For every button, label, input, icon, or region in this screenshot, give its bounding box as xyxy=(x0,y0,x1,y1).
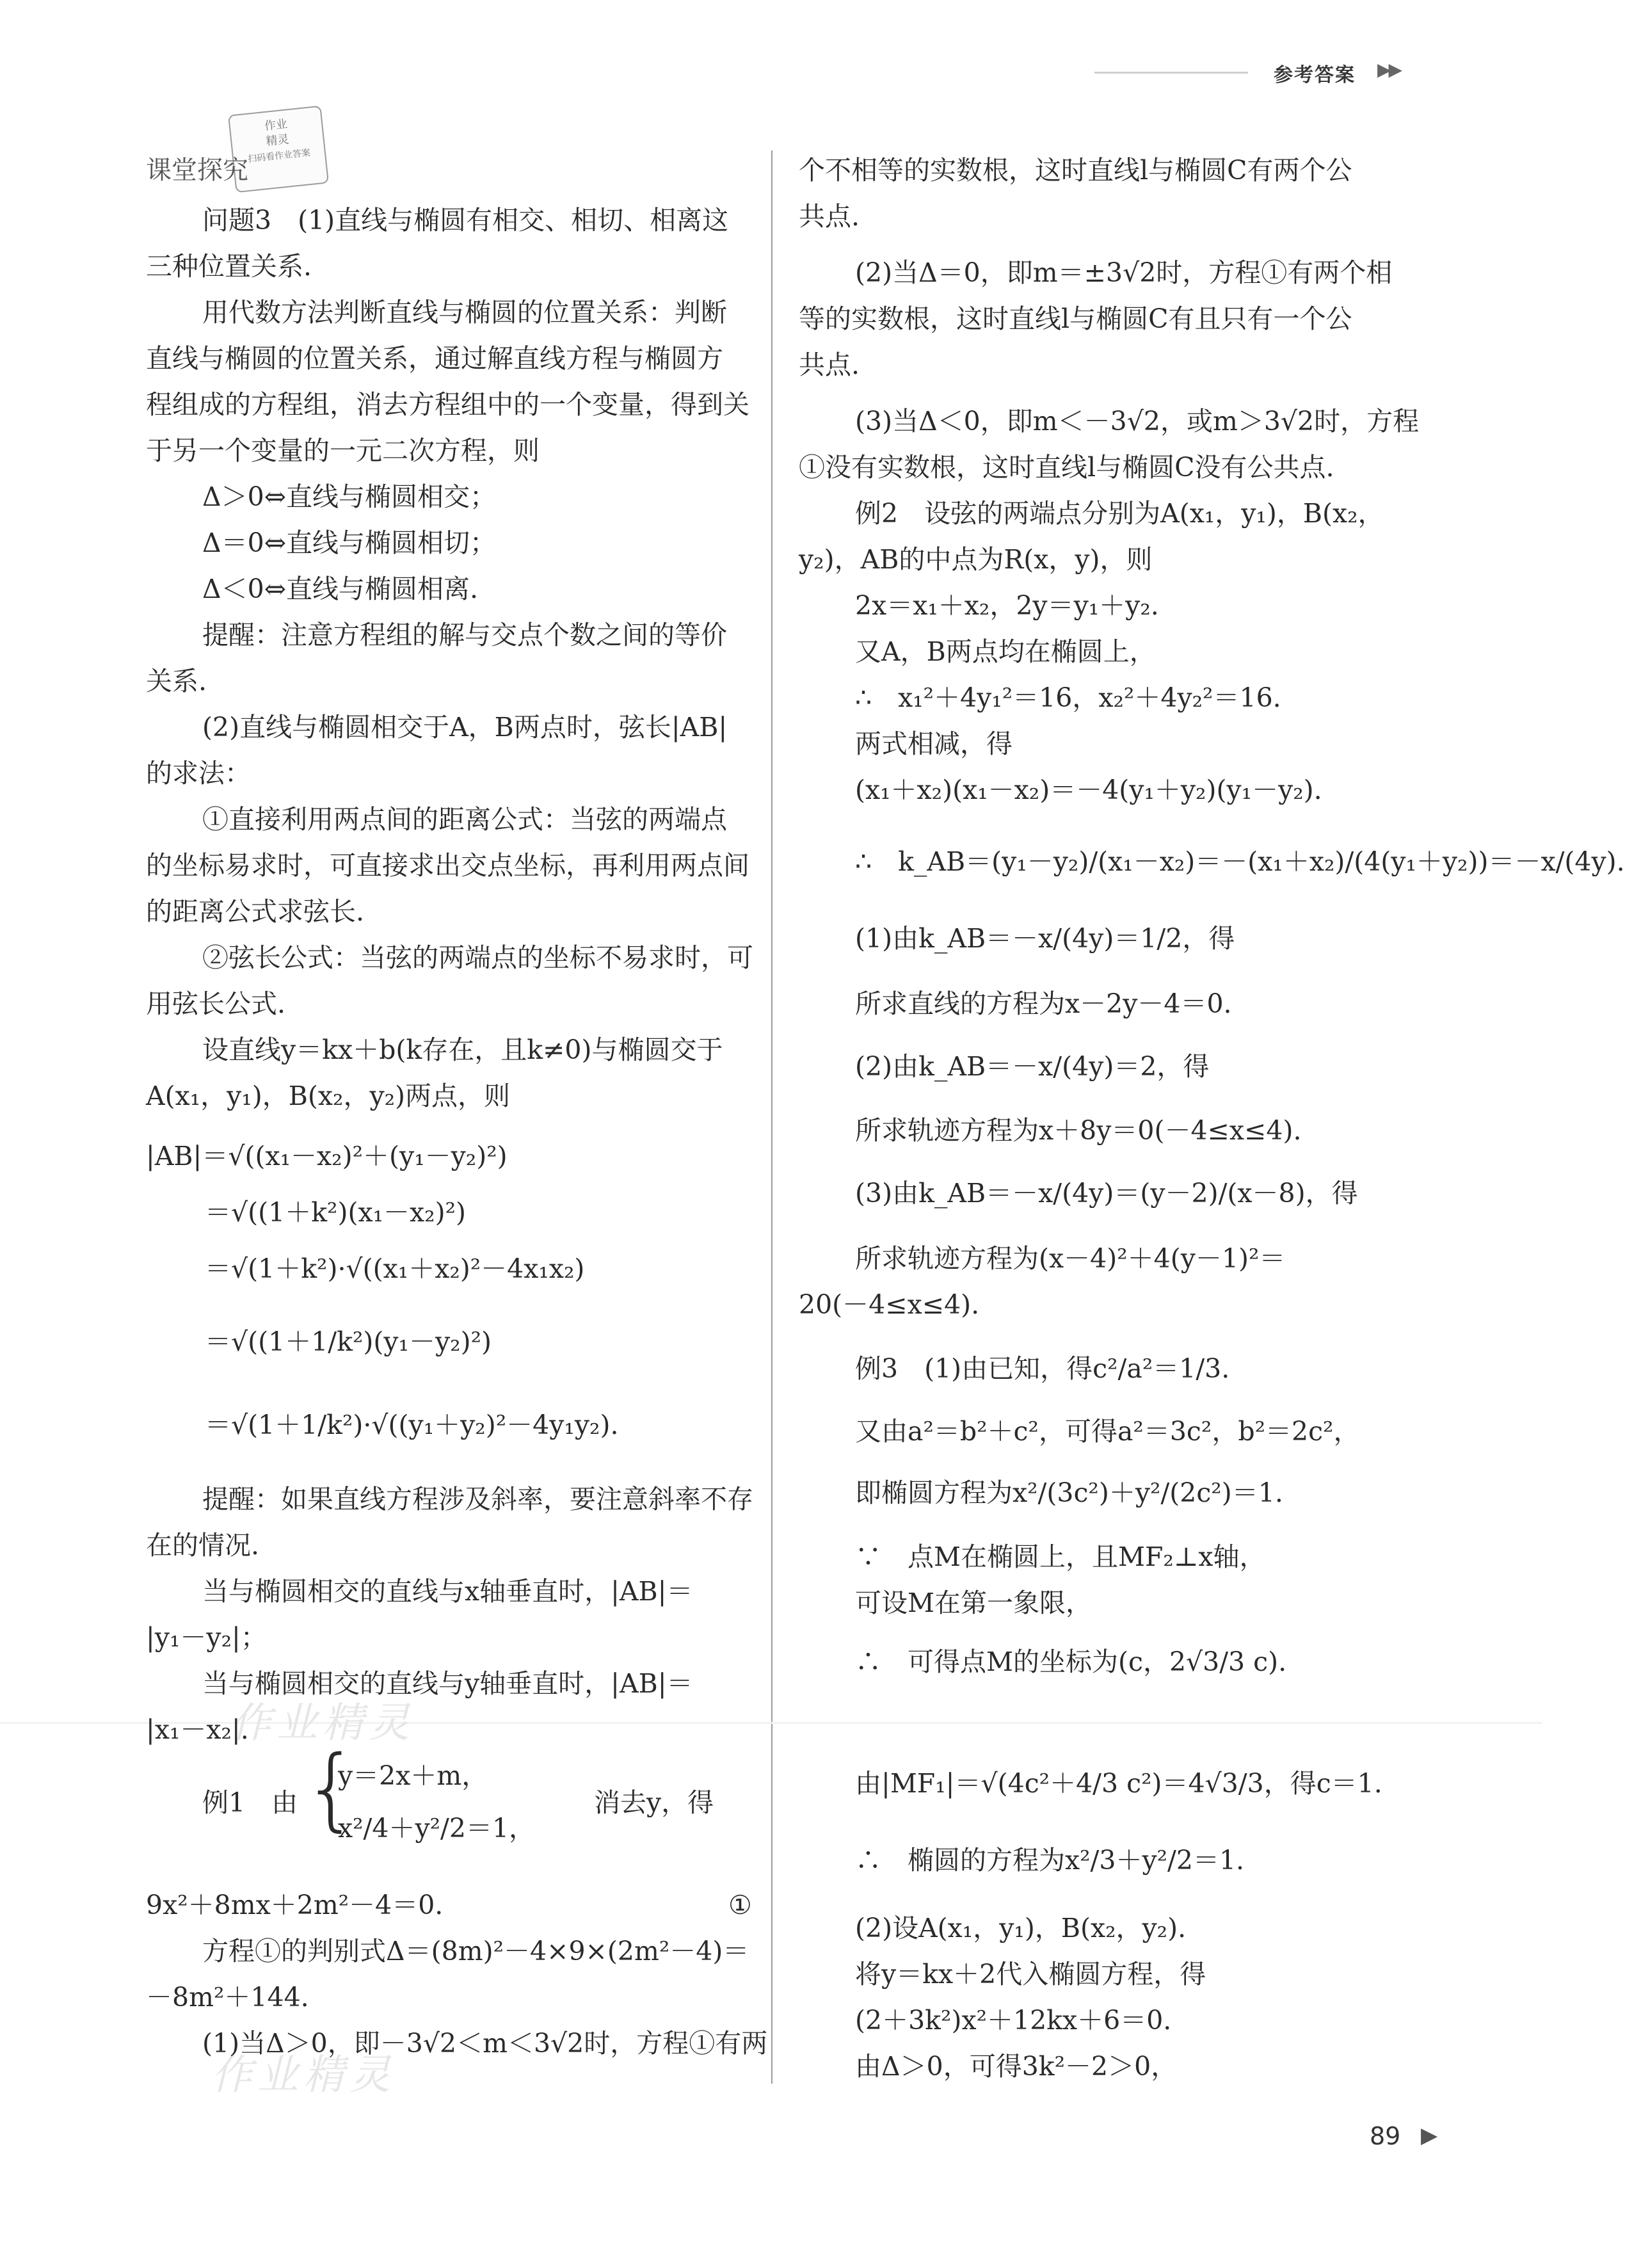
text-line: (2)当Δ＝0，即m＝±3√2时，方程①有两个相 xyxy=(855,257,1393,288)
text-line: 用代数方法判断直线与椭圆的位置关系：判断 xyxy=(202,297,727,328)
text-line: 消去y，得 xyxy=(594,1787,714,1818)
text-line: 所求轨迹方程为(x－4)²＋4(y－1)²＝ xyxy=(855,1243,1286,1274)
formula-line: (3)由k_AB＝－x/(4y)＝(y－2)/(x－8)，得 xyxy=(855,1178,1358,1209)
text-line: 程组成的方程组，消去方程组中的一个变量，得到关 xyxy=(146,389,749,420)
formula-line: (x₁＋x₂)(x₁－x₂)＝－4(y₁＋y₂)(y₁－y₂). xyxy=(855,775,1322,805)
formula-line: ＝√((1＋k²)(x₁－x₂)²) xyxy=(205,1197,467,1228)
text-line: ①没有实数根，这时直线l与椭圆C没有公共点. xyxy=(799,452,1334,483)
formula-line: 2x＝x₁＋x₂，2y＝y₁＋y₂. xyxy=(855,590,1159,621)
header-rule xyxy=(1094,72,1248,74)
formula-line: ＝√(1＋1/k²)·√((y₁＋y₂)²－4y₁y₂). xyxy=(205,1410,619,1440)
text-line: Δ＞0⇔直线与椭圆相交； xyxy=(202,481,497,512)
text-line: 提醒：如果直线方程涉及斜率，要注意斜率不存 xyxy=(202,1484,753,1515)
text-line: 直线与椭圆的位置关系，通过解直线方程与椭圆方 xyxy=(146,343,723,374)
text-line: |x₁－x₂|. xyxy=(146,1714,249,1745)
text-line: 问题3 (1)直线与椭圆有相交、相切、相离这 xyxy=(202,205,729,236)
page-number: 89 xyxy=(1370,2122,1401,2150)
text-line: 关系. xyxy=(146,666,207,696)
page-arrow-icon: ▶ xyxy=(1421,2123,1438,2148)
column-divider xyxy=(771,150,772,2084)
system-line: x²/4＋y²/2＝1， xyxy=(338,1813,536,1844)
text-line: 当与椭圆相交的直线与y轴垂直时，|AB|＝ xyxy=(202,1668,693,1699)
formula-line: (2＋3k²)x²＋12kx＋6＝0. xyxy=(855,2005,1172,2036)
text-line: y₂)，AB的中点为R(x，y)，则 xyxy=(799,544,1153,575)
formula-line: ∴ 可得点M的坐标为(c，2√3/3 c). xyxy=(855,1646,1287,1677)
header-section-label: 参考答案 xyxy=(1274,64,1356,86)
text-line: 的求法： xyxy=(146,758,251,789)
text-line: 所求直线的方程为x－2y－4＝0. xyxy=(855,988,1232,1019)
text-line: 方程①的判别式Δ＝(8m)²－4×9×(2m²－4)＝ xyxy=(202,1936,749,1966)
text-line: 在的情况. xyxy=(146,1530,260,1561)
text-line: 于另一个变量的一元二次方程，则 xyxy=(146,435,540,466)
text-line: 可设M在第一象限， xyxy=(855,1588,1092,1618)
formula-line: ∴ k_AB＝(y₁－y₂)/(x₁－x₂)＝－(x₁＋x₂)/(4(y₁＋y₂))＝－x/(4y). xyxy=(855,846,1625,877)
formula-line: (1)由k_AB＝－x/(4y)＝1/2，得 xyxy=(855,923,1235,954)
formula-line: ＝√(1＋k²)·√((x₁＋x₂)²－4x₁x₂) xyxy=(205,1253,585,1284)
text-line: 等的实数根，这时直线l与椭圆C有且只有一个公 xyxy=(799,303,1352,334)
formula-line: 又由a²＝b²＋c²，可得a²＝3c²，b²＝2c²， xyxy=(855,1416,1360,1447)
text-line: ①直接利用两点间的距离公式：当弦的两端点 xyxy=(202,804,727,835)
text-line: 共点. xyxy=(799,350,860,380)
text-line: 个不相等的实数根，这时直线l与椭圆C有两个公 xyxy=(799,155,1352,186)
watermark: 作业精灵 xyxy=(211,2052,396,2099)
text-line: 例2 设弦的两端点分别为A(x₁，y₁)，B(x₂， xyxy=(855,498,1384,529)
formula-line: ∴ x₁²＋4y₁²＝16，x₂²＋4y₂²＝16. xyxy=(855,682,1281,713)
formula-line: 由|MF₁|＝√(4c²＋4/3 c²)＝4√3/3，得c＝1. xyxy=(855,1768,1382,1799)
formula-line: (2)设A(x₁，y₁)，B(x₂，y₂). xyxy=(855,1913,1187,1943)
formula-line: ∴ 椭圆的方程为x²/3＋y²/2＝1. xyxy=(855,1845,1245,1876)
stamp-line2: 精灵 xyxy=(265,133,290,149)
equation-mark: ① xyxy=(728,1890,752,1920)
text-line: Δ＝0⇔直线与椭圆相切； xyxy=(202,527,497,558)
example1-label: 例1 由 xyxy=(202,1787,298,1818)
text-line: (3)当Δ＜0，即m＜－3√2，或m＞3√2时，方程 xyxy=(855,406,1420,437)
text-line: A(x₁，y₁)，B(x₂，y₂)两点，则 xyxy=(146,1081,511,1111)
formula-line: 由Δ＞0，可得3k²－2＞0， xyxy=(855,2051,1178,2082)
text-line: 20(－4≤x≤4). xyxy=(799,1289,980,1320)
stamp-line1: 作业 xyxy=(264,117,289,134)
text-line: ②弦长公式：当弦的两端点的坐标不易求时，可 xyxy=(202,942,753,973)
section-title: 课堂探究 xyxy=(146,156,248,185)
formula-line: 例3 (1)由已知，得c²/a²＝1/3. xyxy=(855,1353,1230,1384)
stamp-line3: 扫码看作业答案 xyxy=(247,147,311,165)
text-line: 的坐标易求时，可直接求出交点坐标，再利用两点间 xyxy=(146,850,749,881)
watermark: 作业精灵 xyxy=(230,1700,415,1747)
formula-line: |AB|＝√((x₁－x₂)²＋(y₁－y₂)²) xyxy=(146,1141,508,1171)
text-line: 的距离公式求弦长. xyxy=(146,896,365,927)
text-line: 设直线y＝kx＋b(k存在，且k≠0)与椭圆交于 xyxy=(202,1034,723,1065)
formula-line: 9x²＋8mx＋2m²－4＝0. xyxy=(146,1890,444,1920)
text-line: |y₁－y₂|； xyxy=(146,1622,267,1653)
text-line: (1)当Δ＞0，即－3√2＜m＜3√2时，方程①有两 xyxy=(202,2028,768,2059)
text-line: 三种位置关系. xyxy=(146,251,312,282)
text-line: 又A，B两点均在椭圆上， xyxy=(855,636,1156,667)
text-line: 当与椭圆相交的直线与x轴垂直时，|AB|＝ xyxy=(202,1576,693,1607)
system-line: y＝2x＋m， xyxy=(338,1760,488,1791)
text-line: 提醒：注意方程组的解与交点个数之间的等价 xyxy=(202,620,727,650)
text-line: ∵ 点M在椭圆上，且MF₂⊥x轴， xyxy=(855,1541,1266,1572)
text-line: 共点. xyxy=(799,201,860,232)
formula-line: 即椭圆方程为x²/(3c²)＋y²/(2c²)＝1. xyxy=(855,1477,1283,1508)
text-line: Δ＜0⇔直线与椭圆相离. xyxy=(202,574,479,604)
header-arrows-icon: ▶▶ xyxy=(1377,59,1400,80)
text-line: 用弦长公式. xyxy=(146,988,286,1019)
text-line: 将y＝kx＋2代入椭圆方程，得 xyxy=(855,1959,1206,1990)
formula-line: (2)由k_AB＝－x/(4y)＝2，得 xyxy=(855,1051,1210,1082)
text-line: (2)直线与椭圆相交于A，B两点时，弦长|AB| xyxy=(202,712,728,743)
brace-icon: { xyxy=(303,1737,360,1841)
text-line: 所求轨迹方程为x＋8y＝0(－4≤x≤4). xyxy=(855,1115,1302,1146)
formula-line: ＝√((1＋1/k²)(y₁－y₂)²) xyxy=(205,1326,492,1357)
text-line: －8m²＋144. xyxy=(146,1982,309,2013)
text-line: 两式相减，得 xyxy=(855,728,1013,759)
